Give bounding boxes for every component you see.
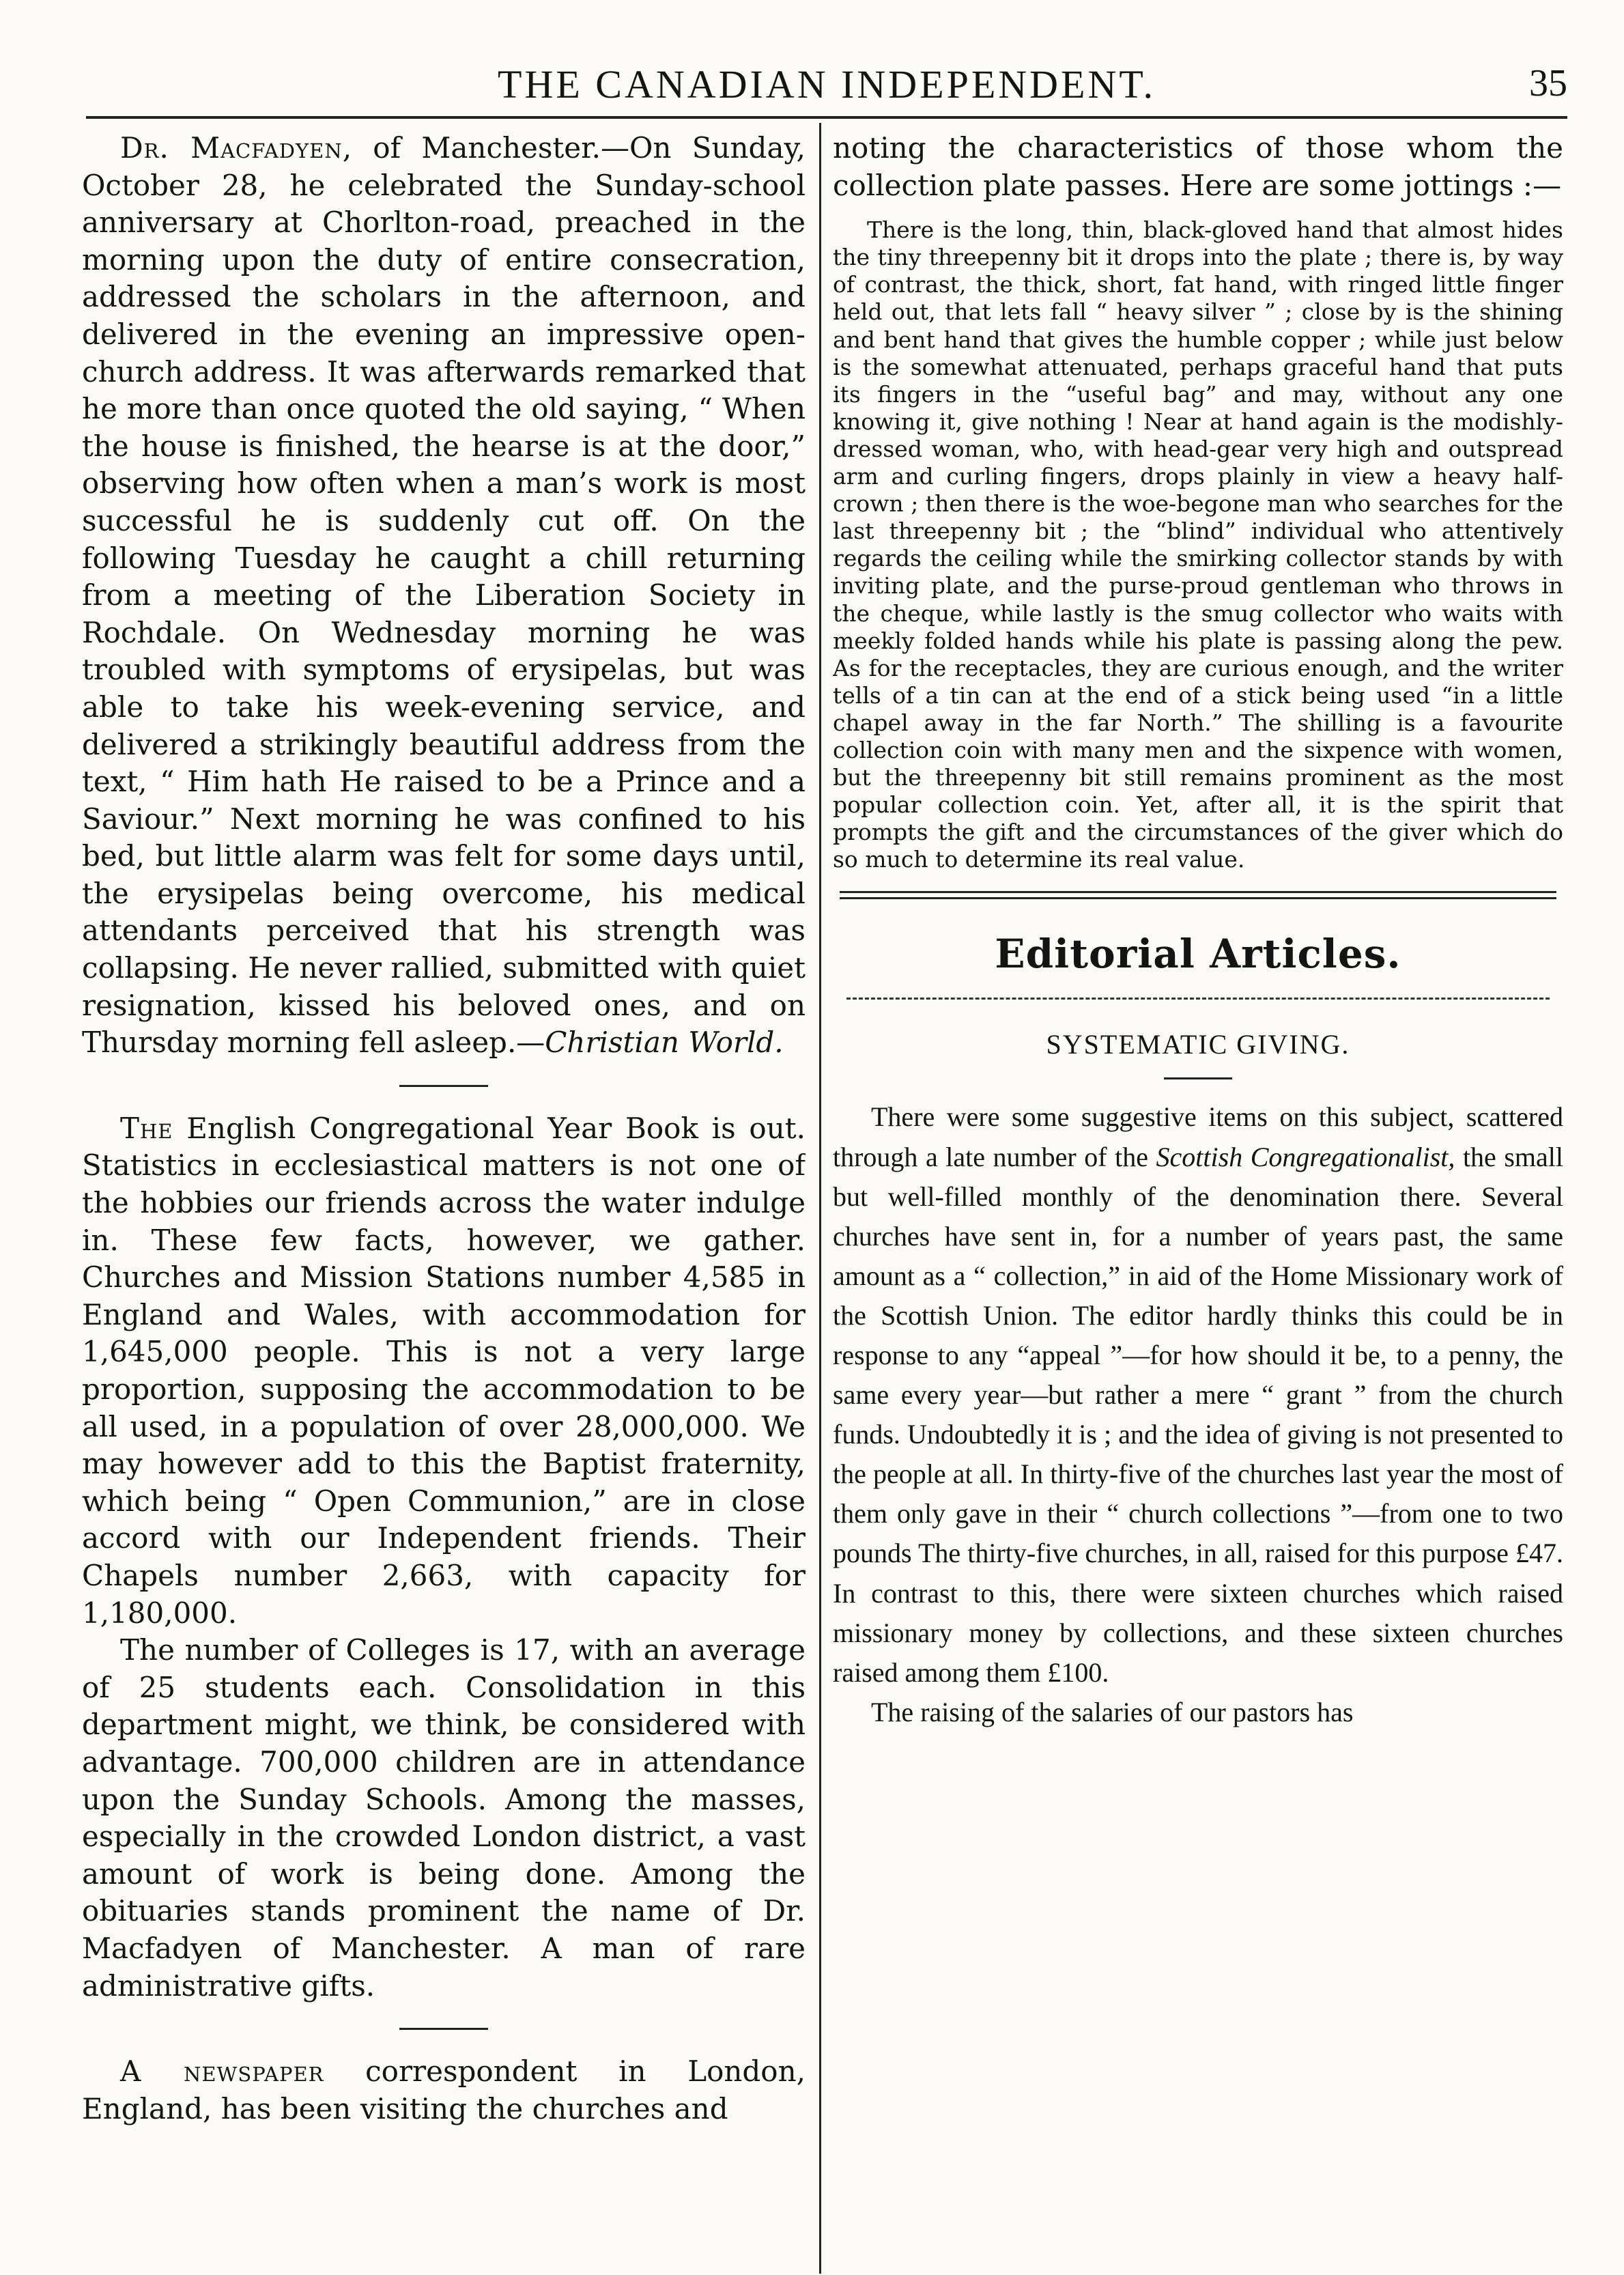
- yearbook-text-2: The number of Colleges is 17, with an average of 25 students each. Consolidation in this department might, we think, be considered with advantage. 700,000 children are in attendance upon the Sunday Schools. Among the masses, especially in the crowded London district, a vast amount of work is being done. Among the obituaries stands prominent the name of Dr. Macfadyen of Manchester. A man of rare administrative gifts.: [82, 1633, 806, 2003]
- title-rule: [1164, 1077, 1232, 1079]
- column-divider: [819, 123, 821, 2274]
- running-head: [86, 60, 1567, 108]
- macfadyen-text: of Manchester.—On Sunday, October 28, he celebrated the Sunday-school anniversary at Chorlton-road, preached in the morning upon the duty of entire consecration, addressed the scholars in the afternoon, and delivered in the evening an impressive open-church address. It was afterwards remarked that he more than once quoted the old saying, “ When the house is finished, the hearse is at the door,” observing how often when a man’s work is most successful he is suddenly cut off. On the following Tuesday he caught a chill returning from a meeting of the Liberation Society in Rochdale. On Wednesday morning he was troubled with symptoms of erysipelas, but was able to take his week-evening service, and delivered a strikingly beautiful address from the text, “ Him hath He raised to be a Prince and a Saviour.” Next morning he was confined to his bed, but little alarm was felt for some days until, the erysipelas being overcome, his medical attendants perceived that his strength was collapsing. He never rallied, submitted with quiet resignation, kissed his beloved ones, and on Thursday morning fell asleep.—: [82, 131, 806, 1060]
- article-text-2: the small but well-filled monthly of the denomination there. Several churches have sent in, for a number of years past, the same amount as a “ collection,” in aid of the Home Missionary work of the Scottish Union. The editor hardly thinks this could be in response to any “appeal ”—for how should it be, to a penny, the same every year—but rather a mere “ grant ” from the church funds. Undoubtedly it is ; and the idea of giving is not presented to the people at all. In thirty-five of the churches last year the most of them only gave in their “ church collections ”—from one to two pounds The thirty-five churches, in all, raised for this purpose £47. In contrast to this, there were sixteen churches which raised missionary money by collections, and these sixteen churches raised among them £100.: [833, 1141, 1563, 1688]
- macfadyen-source: Christian World.: [545, 1026, 784, 1060]
- yearbook-lead: The: [120, 1111, 173, 1145]
- macfadyen-lead: Dr. Macfadyen,: [120, 131, 353, 165]
- header-rule: [86, 116, 1567, 119]
- quoted-jottings: There is the long, thin, black-gloved hand that almost hides the tiny threepenny bit it drops into the plate ; there is, by way of contrast, the thick, short, fat hand, with ringed little finger held out, that lets fall “ heavy silver ” ; close by is the shining and bent hand that gives the humble copper ; while just below is the somewhat attenuated, perhaps graceful hand that puts its fingers in the “useful bag” and may, without any one knowing it, give nothing ! Near at hand again is the modishly-dressed woman, who, with head-gear very high and outspread arm and curling fingers, drops plainly in view a heavy half-crown ; then there is the woe-begone man who searches for the last threepenny bit ; the “blind” individual who attentively regards the ceiling while the smirking collector stands by with inviting plate, and the purse-proud gentleman who throws in the cheque, while lastly is the smug collector who waits with meekly folded hands while his plate is passing along the pew. As for the receptacles, they are curious enough, and the writer tells of a tin can at the end of a stick being used “in a little chapel away in the far North.” The shilling is a favourite collection coin with many men and the sixpence with women, but the threepenny bit still remains prominent as the most popular collection coin. Yet, after all, it is the spirit that prompts the gift and the circumstances of the giver which do so much to determine its real value.: [833, 216, 1563, 873]
- section-rule: [399, 1085, 488, 1087]
- page-number: 35: [1529, 62, 1567, 104]
- yearbook-paragraph-2: [82, 1632, 806, 2005]
- right-column: [833, 130, 1563, 2274]
- journal-title: THE CANADIAN INDEPENDENT.: [498, 62, 1156, 107]
- newspaper-paragraph: [82, 2053, 806, 2128]
- article-text-1: There were some suggestive items on this subject, scattered through a late number of the: [833, 1101, 1563, 1172]
- continuation-paragraph: noting the characteristics of those whom the collection plate passes. Here are some jottings :—: [833, 131, 1563, 202]
- yearbook-text-1: English Congregational Year Book is out. Statistics in ecclesiastical matters is not one of the hobbies our friends across the water indulge in. These few facts, however, we gather. Churches and Mission Stations number 4,585 in England and Wales, with accommodation for 1,645,000 people. This is not a very large proportion, supposing the accommodation to be all used, in a population of over 28,000,000. We may however add to this the Baptist fraternity, which being “ Open Communion,” are in close accord with our Independent friends. Their Chapels number 2,663, with capacity for 1,180,000.: [82, 1111, 806, 1630]
- section-rule: [399, 2028, 488, 2030]
- left-column: [82, 130, 806, 2274]
- article-journal-name: Scottish Congregationalist,: [1156, 1141, 1455, 1172]
- article-title: SYSTEMATIC GIVING.: [1046, 1029, 1350, 1060]
- article-text-3: The raising of the salaries of our pastors has: [871, 1696, 1354, 1727]
- heading-dashed-rule: [846, 998, 1550, 1000]
- newspaper-text: correspondent in London, England, has been visiting the churches and: [82, 2054, 806, 2125]
- macfadyen-paragraph: [82, 130, 806, 1062]
- yearbook-paragraph: [82, 1110, 806, 1632]
- article-paragraph: [833, 1097, 1563, 1692]
- section-double-rule: [840, 891, 1556, 899]
- newspaper-lead: A newspaper: [120, 2054, 324, 2089]
- article-paragraph-2: [833, 1693, 1563, 1732]
- editorial-section-heading: Editorial Articles.: [995, 931, 1401, 978]
